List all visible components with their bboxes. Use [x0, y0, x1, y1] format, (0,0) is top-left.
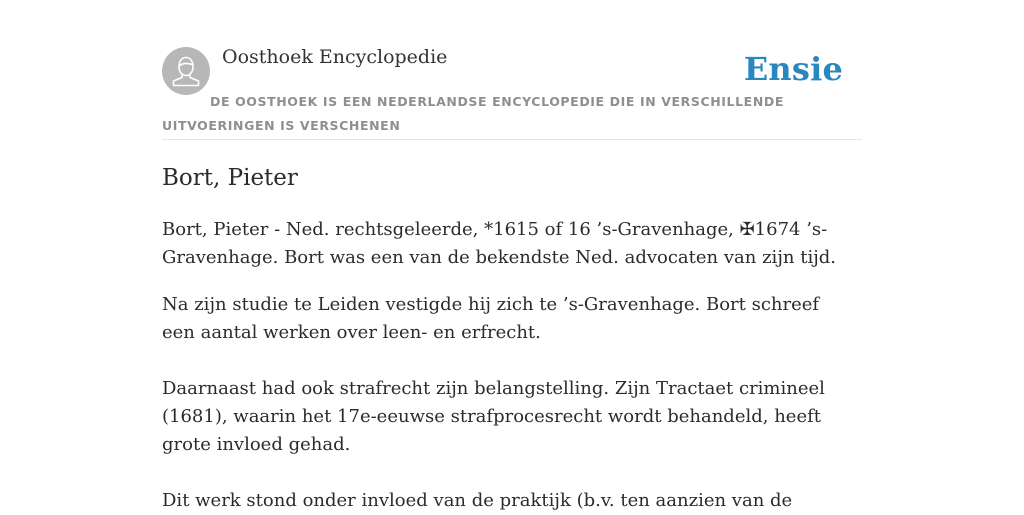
user-placeholder-icon — [162, 47, 210, 95]
publication-name[interactable]: Oosthoek Encyclopedie — [222, 46, 448, 68]
publication-avatar[interactable] — [162, 47, 210, 95]
article-paragraph: Daarnaast had ook strafrecht zijn belangstelling. Zijn Tractaet crimineel (1681), waarin het 17e-eeuwse strafprocesrecht wordt behandeld, heeft grote invloed gehad. — [162, 378, 825, 455]
header-divider — [162, 139, 862, 140]
publication-tagline: DE OOSTHOEK IS EEN NEDERLANDSE ENCYCLOPEDIE DIE IN VERSCHILLENDE UITVOERINGEN IS VERSCHENEN — [162, 94, 784, 133]
article-title: Bort, Pieter — [162, 165, 298, 191]
site-header — [162, 0, 862, 140]
article-paragraph: Bort, Pieter - Ned. rechtsgeleerde, *1615 of 16 ’s-Gravenhage, ✠1674 ’s-Gravenhage. Bort was een van de bekendste Ned. advocaten van zijn tijd. — [162, 219, 837, 268]
article-body — [162, 160, 852, 515]
brand-logo[interactable]: Ensie — [743, 50, 843, 88]
article-paragraph: Dit werk stond onder invloed van de praktijk (b.v. ten aanzien van de — [162, 490, 793, 511]
article-paragraph: Na zijn studie te Leiden vestigde hij zich te ’s-Gravenhage. Bort schreef een aantal werken over leen- en erfrecht. — [162, 294, 820, 343]
